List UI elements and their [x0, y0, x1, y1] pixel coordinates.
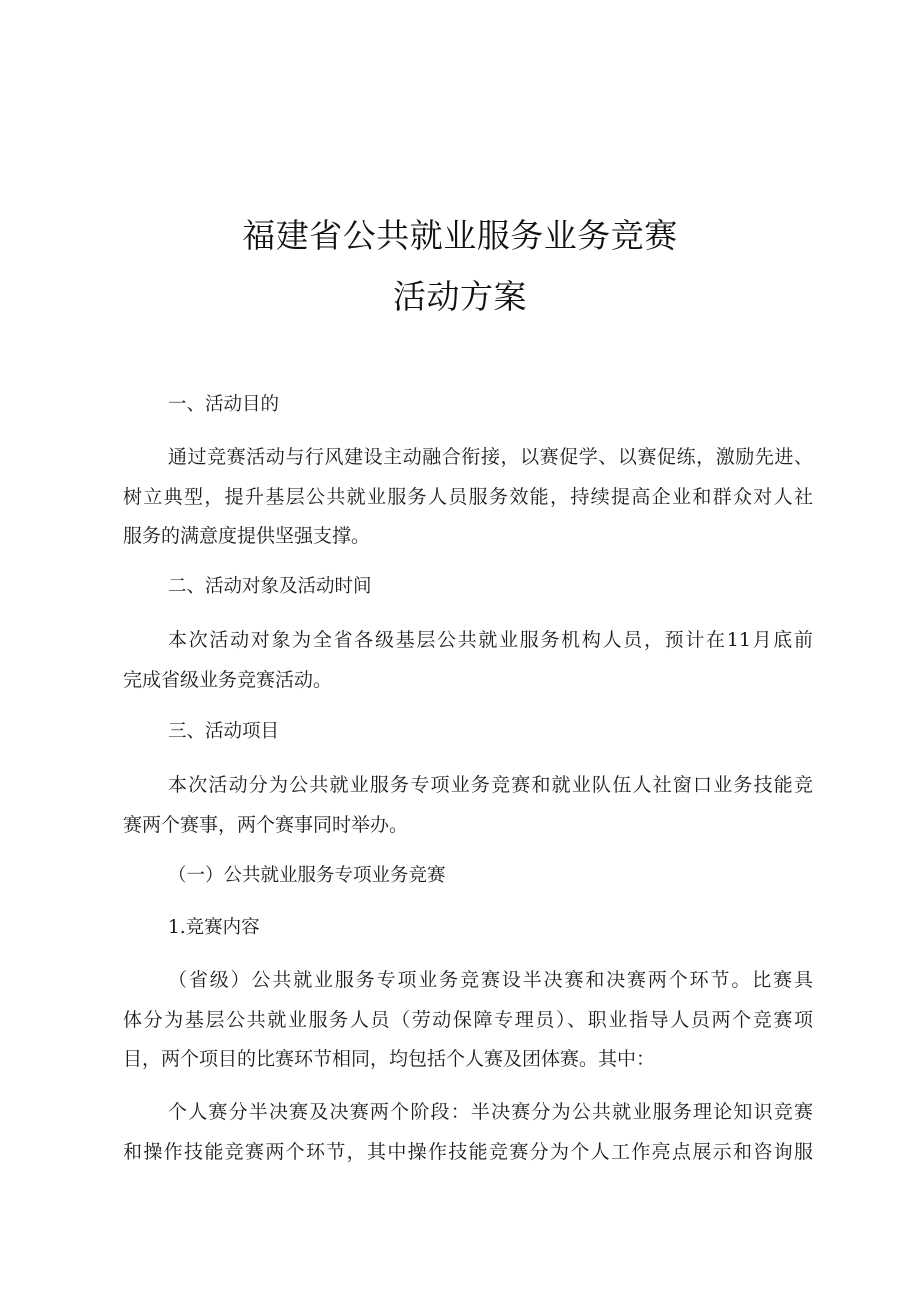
document-title: 福建省公共就业服务业务竞赛 [242, 216, 678, 255]
section-heading-target-time: 二、活动对象及活动时间 [168, 576, 372, 597]
paragraph-line: 通过竞赛活动与行风建设主动融合衔接，以赛促学、以赛促练，激励先进、 [168, 446, 813, 468]
paragraph-line: 完成省级业务竞赛活动。 [123, 669, 333, 691]
item-heading: 1.竞赛内容 [168, 917, 260, 938]
paragraph-line: 树立典型，提升基层公共就业服务人员服务效能，持续提高企业和群众对人社 [123, 486, 813, 508]
paragraph-line: 赛两个赛事，两个赛事同时举办。 [123, 814, 409, 836]
subsection-heading: （一）公共就业服务专项业务竞赛 [168, 865, 446, 886]
paragraph-line: 体分为基层公共就业服务人员（劳动保障专理员）、职业指导人员两个竞赛项 [123, 1009, 813, 1031]
section-heading-purpose: 一、活动目的 [168, 394, 280, 415]
paragraph-line: （省级）公共就业服务专项业务竞赛设半决赛和决赛两个环节。比赛具 [168, 969, 813, 991]
paragraph-line: 本次活动对象为全省各级基层公共就业服务机构人员，预计在11月底前 [168, 629, 813, 651]
paragraph-line: 目，两个项目的比赛环节相同，均包括个人赛及团体赛。其中： [123, 1048, 656, 1070]
section-heading-items: 三、活动项目 [168, 721, 280, 742]
paragraph-line: 和操作技能竞赛两个环节，其中操作技能竞赛分为个人工作亮点展示和咨询服 [123, 1141, 813, 1163]
paragraph-line: 本次活动分为公共就业服务专项业务竞赛和就业队伍人社窗口业务技能竞 [168, 774, 813, 796]
paragraph-line: 个人赛分半决赛及决赛两个阶段：半决赛分为公共就业服务理论知识竞赛 [168, 1101, 813, 1123]
document-subtitle: 活动方案 [393, 277, 527, 316]
paragraph-line: 服务的满意度提供坚强支撑。 [123, 525, 371, 547]
